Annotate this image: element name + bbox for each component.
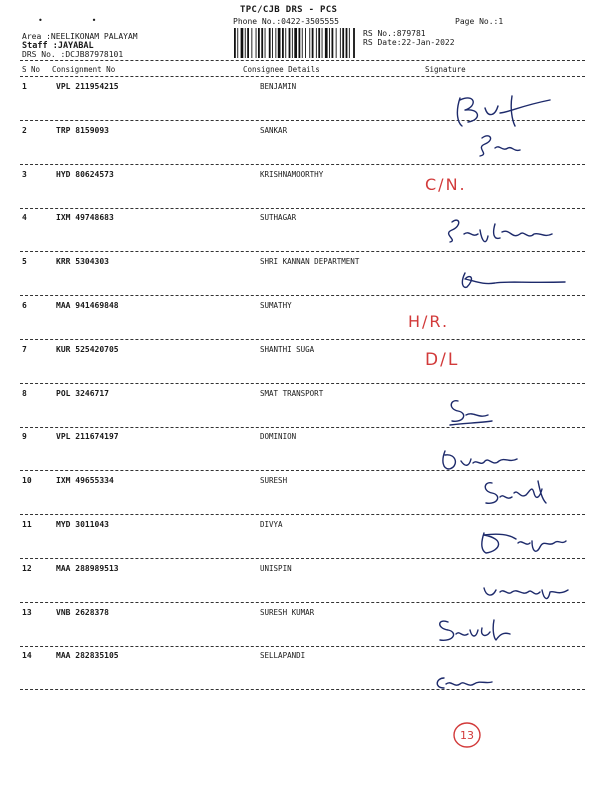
row-sno: 10	[22, 476, 32, 485]
row-separator	[20, 164, 585, 165]
header-rule-top	[20, 60, 585, 61]
mark-cn: C/N.	[425, 175, 467, 194]
signature-14	[430, 670, 500, 696]
table-row	[0, 389, 600, 431]
table-row	[0, 345, 600, 387]
row-sno: 3	[22, 170, 27, 179]
row-consignee: SMAT TRANSPORT	[260, 389, 324, 398]
row-consignee: SELLAPANDI	[260, 651, 306, 660]
row-separator	[20, 689, 585, 690]
row-consignment-no: VNB 2628378	[56, 608, 109, 617]
row-consignment-no: HYD 80624573	[56, 170, 114, 179]
row-consignee: SHANTHI SUGA	[260, 345, 315, 354]
signature-8	[440, 395, 510, 429]
row-consignee: UNISPIN	[260, 564, 292, 573]
header-dots: • •	[38, 16, 119, 25]
row-separator	[20, 251, 585, 252]
staff-label: Staff :JAYABAL	[22, 41, 94, 51]
row-consignment-no: MYD 3011043	[56, 520, 109, 529]
row-sno: 13	[22, 608, 32, 617]
row-consignment-no: VPL 211674197	[56, 432, 119, 441]
row-sno: 12	[22, 564, 32, 573]
circled-count	[452, 721, 482, 749]
row-sno: 9	[22, 432, 27, 441]
signature-2	[470, 130, 530, 162]
signature-11	[470, 525, 570, 561]
row-consignment-no: IXM 49748683	[56, 213, 114, 222]
row-consignee: DIVYA	[260, 520, 283, 529]
row-separator	[20, 383, 585, 384]
signature-10	[478, 475, 558, 511]
row-consignment-no: MAA 288989513	[56, 564, 119, 573]
rs-date: RS Date:22-Jan-2022	[363, 38, 455, 47]
row-separator	[20, 514, 585, 515]
row-consignment-no: TRP 8159093	[56, 126, 109, 135]
row-consignment-no: POL 3246717	[56, 389, 109, 398]
row-sno: 8	[22, 389, 27, 398]
drs-number: DRS No. :DCJB87978101	[22, 50, 124, 59]
row-consignee: SURESH KUMAR	[260, 608, 315, 617]
mark-hr: H/R.	[408, 312, 450, 331]
rs-number: RS No.:879781	[363, 29, 426, 38]
row-sno: 7	[22, 345, 27, 354]
barcode	[232, 28, 357, 58]
row-sno: 4	[22, 213, 27, 222]
row-consignee: SURESH	[260, 476, 288, 485]
row-sno: 6	[22, 301, 27, 310]
row-consignee: SUMATHY	[260, 301, 292, 310]
row-sno: 2	[22, 126, 27, 135]
row-consignment-no: VPL 211954215	[56, 82, 119, 91]
row-consignment-no: MAA 941469848	[56, 301, 119, 310]
row-consignee: SHRI KANNAN DEPARTMENT	[260, 257, 360, 266]
signature-4	[440, 212, 570, 250]
row-consignment-no: KRR 5304303	[56, 257, 109, 266]
circled-count-text: 13	[460, 729, 474, 742]
col-sno: S No	[22, 65, 41, 74]
table-row	[0, 170, 600, 212]
row-sno: 1	[22, 82, 27, 91]
table-row	[0, 651, 600, 693]
table-row	[0, 301, 600, 343]
row-separator	[20, 295, 585, 296]
row-consignee: SANKAR	[260, 126, 288, 135]
signature-9	[435, 445, 525, 475]
signature-12	[478, 578, 578, 608]
signature-5	[455, 265, 575, 295]
row-consignee: KRISHNAMOORTHY	[260, 170, 324, 179]
row-sno: 5	[22, 257, 27, 266]
page-number: Page No.:1	[455, 17, 504, 26]
col-signature: Signature	[425, 65, 466, 74]
signature-1	[440, 88, 580, 133]
row-sno: 14	[22, 651, 32, 660]
row-consignee: SUTHAGAR	[260, 213, 297, 222]
row-consignee: DOMINION	[260, 432, 297, 441]
area-label: Area :NEELIKONAM PALAYAM	[22, 32, 138, 41]
col-consignment: Consignment No	[52, 65, 116, 74]
row-consignment-no: MAA 282835105	[56, 651, 119, 660]
phone-number: Phone No.:0422-3505555	[233, 17, 339, 26]
sheet-title: TPC/CJB DRS - PCS	[240, 5, 338, 15]
row-consignment-no: IXM 49655334	[56, 476, 114, 485]
col-consignee: Consignee Details	[243, 65, 320, 74]
header-rule-bottom	[20, 76, 585, 77]
row-sno: 11	[22, 520, 32, 529]
row-separator	[20, 208, 585, 209]
signature-13	[430, 612, 530, 650]
row-separator	[20, 339, 585, 340]
mark-dl: D/L	[425, 350, 460, 370]
row-consignment-no: KUR 525420705	[56, 345, 119, 354]
row-consignee: BENJAMIN	[260, 82, 297, 91]
